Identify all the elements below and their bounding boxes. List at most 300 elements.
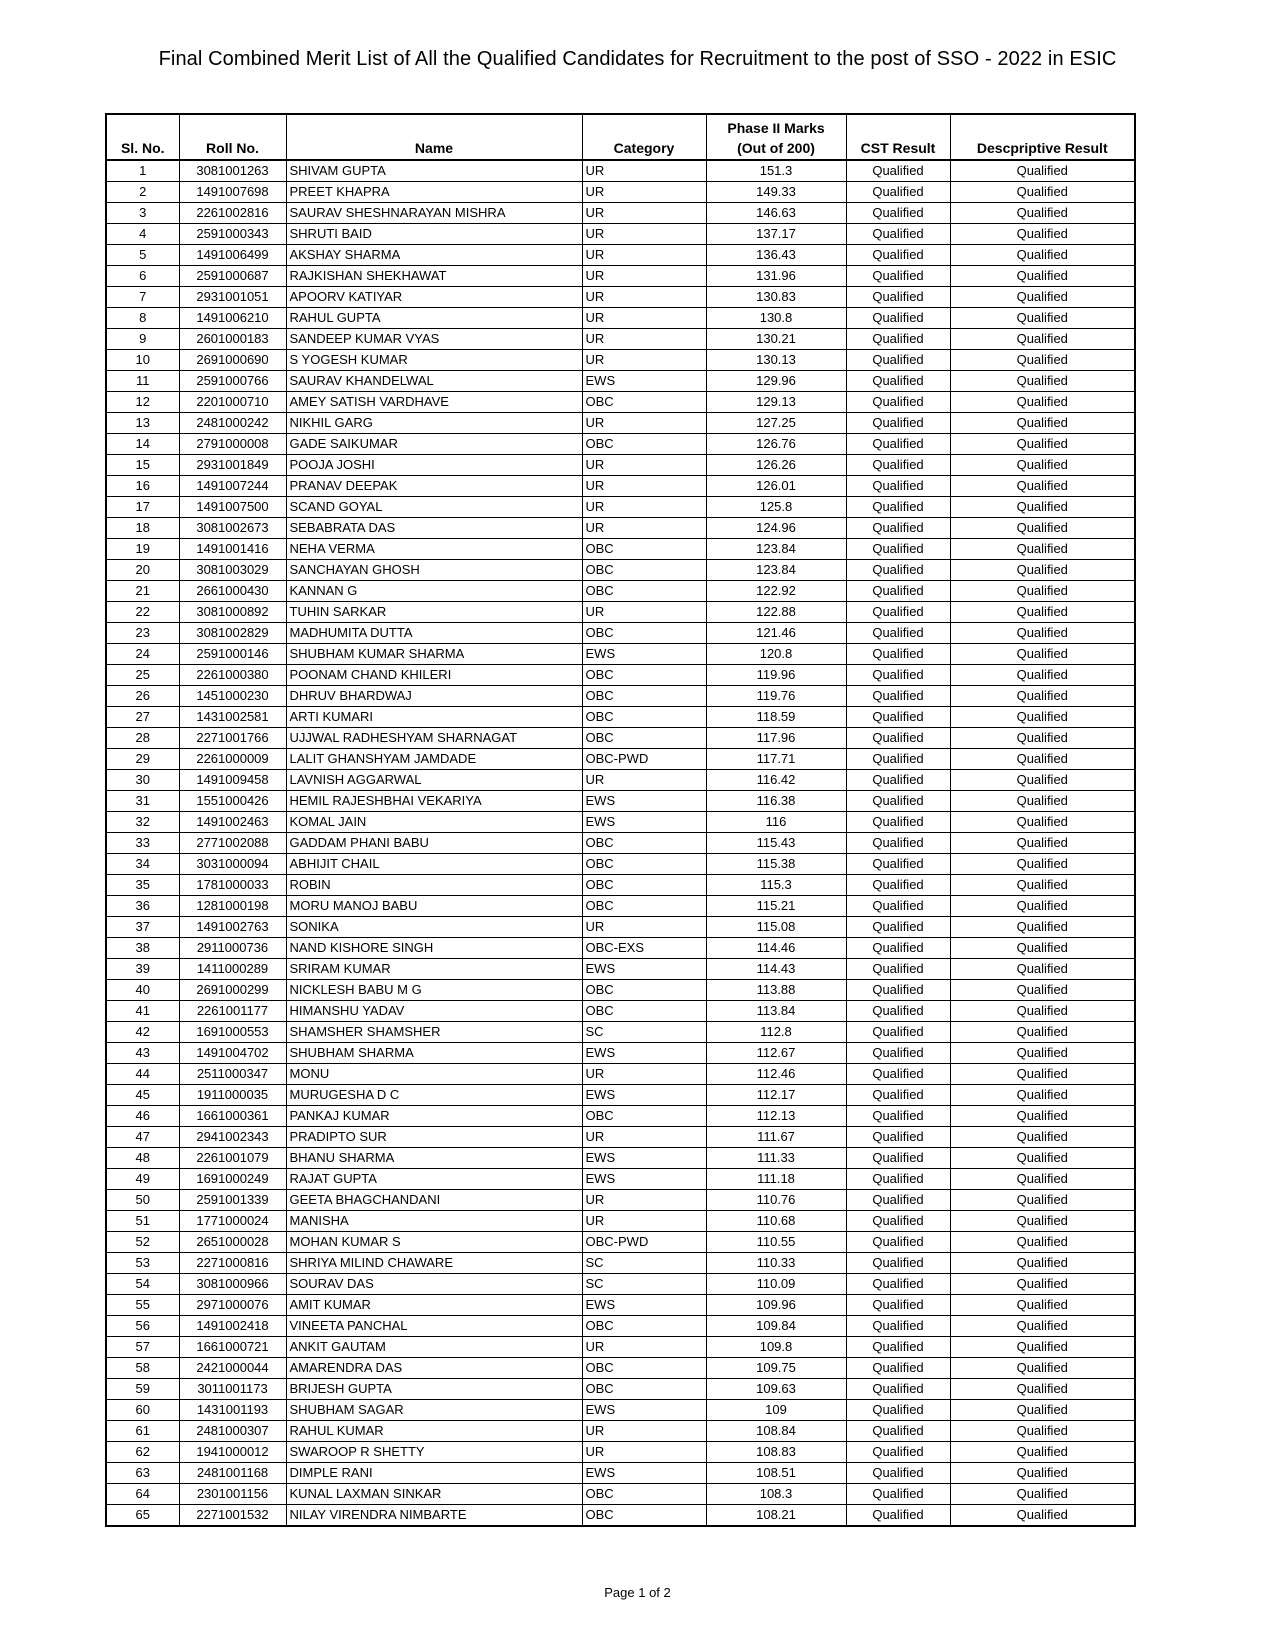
- cell-name: SEBABRATA DAS: [286, 518, 582, 539]
- cell-sl-no: 27: [106, 707, 179, 728]
- cell-cst-result: Qualified: [846, 1442, 950, 1463]
- cell-cst-result: Qualified: [846, 1148, 950, 1169]
- cell-category: OBC: [582, 434, 706, 455]
- cell-cst-result: Qualified: [846, 1505, 950, 1527]
- table-row: [106, 812, 1135, 833]
- cell-marks: 110.68: [706, 1211, 846, 1232]
- cell-descriptive-result: Qualified: [950, 833, 1135, 854]
- cell-sl-no: 20: [106, 560, 179, 581]
- cell-sl-no: 26: [106, 686, 179, 707]
- cell-category: EWS: [582, 371, 706, 392]
- cell-marks: 120.8: [706, 644, 846, 665]
- cell-sl-no: 25: [106, 665, 179, 686]
- table-row: [106, 1001, 1135, 1022]
- cell-descriptive-result: Qualified: [950, 160, 1135, 182]
- cell-sl-no: 24: [106, 644, 179, 665]
- cell-descriptive-result: Qualified: [950, 854, 1135, 875]
- cell-sl-no: 23: [106, 623, 179, 644]
- cell-descriptive-result: Qualified: [950, 1505, 1135, 1527]
- cell-marks: 109.75: [706, 1358, 846, 1379]
- cell-cst-result: Qualified: [846, 644, 950, 665]
- cell-roll-no: 1661000721: [179, 1337, 286, 1358]
- cell-marks: 108.83: [706, 1442, 846, 1463]
- cell-sl-no: 16: [106, 476, 179, 497]
- cell-cst-result: Qualified: [846, 371, 950, 392]
- cell-sl-no: 18: [106, 518, 179, 539]
- cell-name: KANNAN G: [286, 581, 582, 602]
- cell-sl-no: 17: [106, 497, 179, 518]
- cell-category: UR: [582, 245, 706, 266]
- cell-roll-no: 1431002581: [179, 707, 286, 728]
- cell-marks: 131.96: [706, 266, 846, 287]
- cell-cst-result: Qualified: [846, 1358, 950, 1379]
- cell-descriptive-result: Qualified: [950, 497, 1135, 518]
- cell-descriptive-result: Qualified: [950, 1337, 1135, 1358]
- cell-marks: 130.83: [706, 287, 846, 308]
- cell-name: DHRUV BHARDWAJ: [286, 686, 582, 707]
- cell-marks: 111.67: [706, 1127, 846, 1148]
- cell-category: UR: [582, 1211, 706, 1232]
- cell-marks: 126.26: [706, 455, 846, 476]
- cell-category: UR: [582, 329, 706, 350]
- cell-descriptive-result: Qualified: [950, 1190, 1135, 1211]
- cell-sl-no: 52: [106, 1232, 179, 1253]
- table-header-row: [106, 114, 1135, 160]
- cell-name: LAVNISH AGGARWAL: [286, 770, 582, 791]
- cell-name: VINEETA PANCHAL: [286, 1316, 582, 1337]
- cell-cst-result: Qualified: [846, 224, 950, 245]
- cell-marks: 108.84: [706, 1421, 846, 1442]
- cell-marks: 110.33: [706, 1253, 846, 1274]
- table-row: [106, 1421, 1135, 1442]
- cell-category: EWS: [582, 644, 706, 665]
- cell-cst-result: Qualified: [846, 602, 950, 623]
- col-header-marks: [706, 114, 846, 160]
- cell-cst-result: Qualified: [846, 476, 950, 497]
- cell-cst-result: Qualified: [846, 833, 950, 854]
- cell-roll-no: 2591000687: [179, 266, 286, 287]
- cell-cst-result: Qualified: [846, 1316, 950, 1337]
- cell-category: UR: [582, 308, 706, 329]
- cell-category: OBC: [582, 980, 706, 1001]
- cell-name: SHAMSHER SHAMSHER: [286, 1022, 582, 1043]
- cell-sl-no: 4: [106, 224, 179, 245]
- cell-marks: 108.3: [706, 1484, 846, 1505]
- cell-sl-no: 6: [106, 266, 179, 287]
- cell-cst-result: Qualified: [846, 1274, 950, 1295]
- cell-category: OBC: [582, 623, 706, 644]
- table-row: [106, 875, 1135, 896]
- cell-name: NIKHIL GARG: [286, 413, 582, 434]
- cell-roll-no: 1491009458: [179, 770, 286, 791]
- cell-sl-no: 10: [106, 350, 179, 371]
- cell-cst-result: Qualified: [846, 1463, 950, 1484]
- cell-category: EWS: [582, 1400, 706, 1421]
- cell-category: OBC: [582, 896, 706, 917]
- cell-descriptive-result: Qualified: [950, 266, 1135, 287]
- cell-category: OBC: [582, 392, 706, 413]
- table-row: [106, 1043, 1135, 1064]
- merit-list-table: [105, 113, 1136, 1527]
- cell-roll-no: 2591000343: [179, 224, 286, 245]
- table-row: [106, 1148, 1135, 1169]
- table-row: [106, 413, 1135, 434]
- cell-sl-no: 7: [106, 287, 179, 308]
- cell-roll-no: 2481000242: [179, 413, 286, 434]
- cell-category: UR: [582, 160, 706, 182]
- cell-descriptive-result: Qualified: [950, 812, 1135, 833]
- cell-descriptive-result: Qualified: [950, 896, 1135, 917]
- cell-name: PANKAJ KUMAR: [286, 1106, 582, 1127]
- cell-marks: 115.38: [706, 854, 846, 875]
- table-row: [106, 917, 1135, 938]
- cell-sl-no: 28: [106, 728, 179, 749]
- cell-marks: 130.8: [706, 308, 846, 329]
- col-header-marks-line1: Phase II Marks: [727, 120, 825, 136]
- cell-name: HEMIL RAJESHBHAI VEKARIYA: [286, 791, 582, 812]
- cell-name: MANISHA: [286, 1211, 582, 1232]
- cell-name: S YOGESH KUMAR: [286, 350, 582, 371]
- cell-sl-no: 31: [106, 791, 179, 812]
- table-row: [106, 980, 1135, 1001]
- cell-category: UR: [582, 1127, 706, 1148]
- cell-cst-result: Qualified: [846, 665, 950, 686]
- cell-name: SHIVAM GUPTA: [286, 160, 582, 182]
- cell-category: OBC: [582, 1316, 706, 1337]
- cell-sl-no: 14: [106, 434, 179, 455]
- cell-descriptive-result: Qualified: [950, 1316, 1135, 1337]
- table-row: [106, 1106, 1135, 1127]
- cell-sl-no: 61: [106, 1421, 179, 1442]
- cell-sl-no: 65: [106, 1505, 179, 1527]
- cell-name: SHUBHAM SAGAR: [286, 1400, 582, 1421]
- cell-sl-no: 21: [106, 581, 179, 602]
- cell-name: NAND KISHORE SINGH: [286, 938, 582, 959]
- cell-descriptive-result: Qualified: [950, 1211, 1135, 1232]
- cell-sl-no: 60: [106, 1400, 179, 1421]
- cell-sl-no: 29: [106, 749, 179, 770]
- cell-marks: 116.38: [706, 791, 846, 812]
- cell-roll-no: 1281000198: [179, 896, 286, 917]
- table-row: [106, 539, 1135, 560]
- cell-sl-no: 30: [106, 770, 179, 791]
- cell-category: OBC: [582, 1106, 706, 1127]
- cell-name: BRIJESH GUPTA: [286, 1379, 582, 1400]
- cell-descriptive-result: Qualified: [950, 224, 1135, 245]
- cell-roll-no: 2201000710: [179, 392, 286, 413]
- cell-category: UR: [582, 287, 706, 308]
- cell-name: NICKLESH BABU M G: [286, 980, 582, 1001]
- cell-roll-no: 2421000044: [179, 1358, 286, 1379]
- cell-roll-no: 1691000553: [179, 1022, 286, 1043]
- cell-cst-result: Qualified: [846, 875, 950, 896]
- cell-descriptive-result: Qualified: [950, 581, 1135, 602]
- cell-marks: 151.3: [706, 160, 846, 182]
- cell-roll-no: 3011001173: [179, 1379, 286, 1400]
- table-row: [106, 1253, 1135, 1274]
- cell-marks: 125.8: [706, 497, 846, 518]
- cell-descriptive-result: Qualified: [950, 1463, 1135, 1484]
- cell-descriptive-result: Qualified: [950, 959, 1135, 980]
- table-row: [106, 518, 1135, 539]
- page-title: Final Combined Merit List of All the Qualified Candidates for Recruitment to the post of SSO - 2022 in ESIC: [158, 48, 1117, 70]
- cell-marks: 129.13: [706, 392, 846, 413]
- cell-descriptive-result: Qualified: [950, 518, 1135, 539]
- cell-marks: 112.13: [706, 1106, 846, 1127]
- cell-marks: 109.63: [706, 1379, 846, 1400]
- cell-descriptive-result: Qualified: [950, 980, 1135, 1001]
- col-header-marks-line2: (Out of 200): [737, 140, 815, 156]
- cell-cst-result: Qualified: [846, 1400, 950, 1421]
- cell-sl-no: 51: [106, 1211, 179, 1232]
- cell-cst-result: Qualified: [846, 392, 950, 413]
- cell-cst-result: Qualified: [846, 560, 950, 581]
- cell-marks: 112.17: [706, 1085, 846, 1106]
- cell-category: OBC-PWD: [582, 1232, 706, 1253]
- cell-category: UR: [582, 476, 706, 497]
- cell-cst-result: Qualified: [846, 1064, 950, 1085]
- cell-descriptive-result: Qualified: [950, 1274, 1135, 1295]
- cell-category: OBC: [582, 581, 706, 602]
- cell-name: PRANAV DEEPAK: [286, 476, 582, 497]
- table-row: [106, 371, 1135, 392]
- cell-descriptive-result: Qualified: [950, 602, 1135, 623]
- col-header-sl-no: Sl. No.: [106, 114, 179, 160]
- cell-sl-no: 8: [106, 308, 179, 329]
- cell-marks: 111.33: [706, 1148, 846, 1169]
- table-row: [106, 1211, 1135, 1232]
- cell-marks: 111.18: [706, 1169, 846, 1190]
- cell-cst-result: Qualified: [846, 308, 950, 329]
- cell-roll-no: 1771000024: [179, 1211, 286, 1232]
- cell-category: EWS: [582, 812, 706, 833]
- cell-category: OBC: [582, 1001, 706, 1022]
- cell-descriptive-result: Qualified: [950, 308, 1135, 329]
- cell-roll-no: 1491001416: [179, 539, 286, 560]
- cell-name: AMEY SATISH VARDHAVE: [286, 392, 582, 413]
- table-row: [106, 1064, 1135, 1085]
- cell-category: SC: [582, 1253, 706, 1274]
- cell-name: SWAROOP R SHETTY: [286, 1442, 582, 1463]
- cell-roll-no: 1941000012: [179, 1442, 286, 1463]
- cell-roll-no: 2261001079: [179, 1148, 286, 1169]
- cell-descriptive-result: Qualified: [950, 1295, 1135, 1316]
- cell-category: OBC: [582, 1484, 706, 1505]
- cell-name: SOURAV DAS: [286, 1274, 582, 1295]
- table-row: [106, 1337, 1135, 1358]
- cell-category: OBC: [582, 854, 706, 875]
- cell-marks: 129.96: [706, 371, 846, 392]
- cell-sl-no: 59: [106, 1379, 179, 1400]
- cell-roll-no: 3081003029: [179, 560, 286, 581]
- cell-sl-no: 55: [106, 1295, 179, 1316]
- cell-marks: 114.46: [706, 938, 846, 959]
- cell-marks: 110.76: [706, 1190, 846, 1211]
- cell-marks: 126.01: [706, 476, 846, 497]
- cell-sl-no: 1: [106, 160, 179, 182]
- table-row: [106, 434, 1135, 455]
- cell-sl-no: 53: [106, 1253, 179, 1274]
- cell-cst-result: Qualified: [846, 1085, 950, 1106]
- cell-sl-no: 37: [106, 917, 179, 938]
- cell-name: AMARENDRA DAS: [286, 1358, 582, 1379]
- cell-descriptive-result: Qualified: [950, 1253, 1135, 1274]
- cell-roll-no: 2261000009: [179, 749, 286, 770]
- table-row: [106, 1190, 1135, 1211]
- table-row: [106, 329, 1135, 350]
- cell-cst-result: Qualified: [846, 203, 950, 224]
- cell-roll-no: 1691000249: [179, 1169, 286, 1190]
- cell-category: UR: [582, 350, 706, 371]
- table-row: [106, 686, 1135, 707]
- cell-category: OBC: [582, 833, 706, 854]
- table-row: [106, 1022, 1135, 1043]
- table-body: [106, 160, 1135, 1526]
- cell-descriptive-result: Qualified: [950, 644, 1135, 665]
- cell-roll-no: 1491002763: [179, 917, 286, 938]
- cell-roll-no: 2651000028: [179, 1232, 286, 1253]
- cell-category: UR: [582, 1442, 706, 1463]
- cell-roll-no: 2301001156: [179, 1484, 286, 1505]
- cell-name: GEETA BHAGCHANDANI: [286, 1190, 582, 1211]
- cell-cst-result: Qualified: [846, 1043, 950, 1064]
- table-row: [106, 749, 1135, 770]
- cell-marks: 110.09: [706, 1274, 846, 1295]
- cell-name: AMIT KUMAR: [286, 1295, 582, 1316]
- table-row: [106, 287, 1135, 308]
- cell-category: EWS: [582, 791, 706, 812]
- cell-roll-no: 2261000380: [179, 665, 286, 686]
- cell-name: LALIT GHANSHYAM JAMDADE: [286, 749, 582, 770]
- cell-roll-no: 2591001339: [179, 1190, 286, 1211]
- cell-category: OBC: [582, 875, 706, 896]
- cell-marks: 109: [706, 1400, 846, 1421]
- cell-category: EWS: [582, 1148, 706, 1169]
- table-row: [106, 644, 1135, 665]
- cell-descriptive-result: Qualified: [950, 728, 1135, 749]
- cell-descriptive-result: Qualified: [950, 1106, 1135, 1127]
- cell-marks: 123.84: [706, 560, 846, 581]
- table-row: [106, 560, 1135, 581]
- cell-name: AKSHAY SHARMA: [286, 245, 582, 266]
- cell-roll-no: 1491004702: [179, 1043, 286, 1064]
- table-row: [106, 728, 1135, 749]
- cell-name: MURUGESHA D C: [286, 1085, 582, 1106]
- cell-cst-result: Qualified: [846, 581, 950, 602]
- cell-sl-no: 22: [106, 602, 179, 623]
- table-row: [106, 308, 1135, 329]
- cell-marks: 118.59: [706, 707, 846, 728]
- cell-descriptive-result: Qualified: [950, 1484, 1135, 1505]
- cell-cst-result: Qualified: [846, 182, 950, 203]
- cell-roll-no: 1451000230: [179, 686, 286, 707]
- cell-name: RAHUL KUMAR: [286, 1421, 582, 1442]
- cell-roll-no: 1911000035: [179, 1085, 286, 1106]
- cell-name: SONIKA: [286, 917, 582, 938]
- cell-descriptive-result: Qualified: [950, 938, 1135, 959]
- cell-name: SHRIYA MILIND CHAWARE: [286, 1253, 582, 1274]
- cell-cst-result: Qualified: [846, 287, 950, 308]
- cell-descriptive-result: Qualified: [950, 1085, 1135, 1106]
- cell-category: UR: [582, 1337, 706, 1358]
- cell-name: APOORV KATIYAR: [286, 287, 582, 308]
- cell-cst-result: Qualified: [846, 1484, 950, 1505]
- cell-cst-result: Qualified: [846, 1232, 950, 1253]
- table-row: [106, 938, 1135, 959]
- cell-cst-result: Qualified: [846, 980, 950, 1001]
- cell-descriptive-result: Qualified: [950, 623, 1135, 644]
- table-row: [106, 1379, 1135, 1400]
- cell-descriptive-result: Qualified: [950, 875, 1135, 896]
- cell-descriptive-result: Qualified: [950, 455, 1135, 476]
- cell-cst-result: Qualified: [846, 518, 950, 539]
- table-row: [106, 1232, 1135, 1253]
- cell-category: OBC: [582, 1358, 706, 1379]
- cell-descriptive-result: Qualified: [950, 707, 1135, 728]
- cell-marks: 115.21: [706, 896, 846, 917]
- table-row: [106, 1169, 1135, 1190]
- cell-roll-no: 1781000033: [179, 875, 286, 896]
- cell-marks: 116.42: [706, 770, 846, 791]
- cell-name: SANCHAYAN GHOSH: [286, 560, 582, 581]
- cell-sl-no: 63: [106, 1463, 179, 1484]
- cell-name: GADDAM PHANI BABU: [286, 833, 582, 854]
- table-row: [106, 833, 1135, 854]
- cell-descriptive-result: Qualified: [950, 1358, 1135, 1379]
- cell-name: SHRUTI BAID: [286, 224, 582, 245]
- cell-name: SHUBHAM SHARMA: [286, 1043, 582, 1064]
- cell-name: SHUBHAM KUMAR SHARMA: [286, 644, 582, 665]
- cell-category: UR: [582, 497, 706, 518]
- cell-category: UR: [582, 1190, 706, 1211]
- cell-roll-no: 1491006499: [179, 245, 286, 266]
- cell-sl-no: 62: [106, 1442, 179, 1463]
- cell-roll-no: 1431001193: [179, 1400, 286, 1421]
- table-row: [106, 266, 1135, 287]
- cell-sl-no: 40: [106, 980, 179, 1001]
- cell-roll-no: 3081002673: [179, 518, 286, 539]
- cell-cst-result: Qualified: [846, 1190, 950, 1211]
- cell-category: UR: [582, 770, 706, 791]
- cell-marks: 137.17: [706, 224, 846, 245]
- cell-descriptive-result: Qualified: [950, 371, 1135, 392]
- cell-category: OBC: [582, 1379, 706, 1400]
- cell-descriptive-result: Qualified: [950, 1169, 1135, 1190]
- cell-sl-no: 15: [106, 455, 179, 476]
- cell-name: ROBIN: [286, 875, 582, 896]
- cell-category: UR: [582, 455, 706, 476]
- cell-sl-no: 34: [106, 854, 179, 875]
- cell-roll-no: 2261002816: [179, 203, 286, 224]
- cell-cst-result: Qualified: [846, 266, 950, 287]
- cell-category: OBC: [582, 707, 706, 728]
- cell-sl-no: 9: [106, 329, 179, 350]
- table-row: [106, 602, 1135, 623]
- cell-name: DIMPLE RANI: [286, 1463, 582, 1484]
- cell-cst-result: Qualified: [846, 791, 950, 812]
- cell-marks: 119.76: [706, 686, 846, 707]
- cell-descriptive-result: Qualified: [950, 329, 1135, 350]
- table-row: [106, 1505, 1135, 1527]
- cell-descriptive-result: Qualified: [950, 665, 1135, 686]
- table-row: [106, 665, 1135, 686]
- cell-cst-result: Qualified: [846, 854, 950, 875]
- cell-roll-no: 2481001168: [179, 1463, 286, 1484]
- cell-name: GADE SAIKUMAR: [286, 434, 582, 455]
- cell-marks: 124.96: [706, 518, 846, 539]
- cell-marks: 122.88: [706, 602, 846, 623]
- cell-cst-result: Qualified: [846, 1022, 950, 1043]
